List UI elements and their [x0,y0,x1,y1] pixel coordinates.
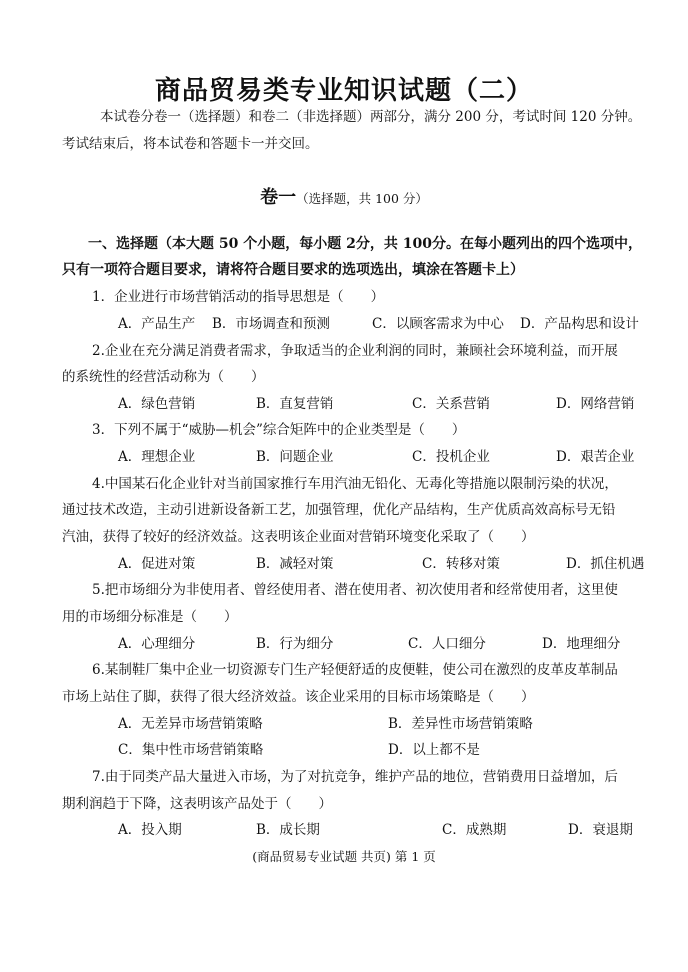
q7-option-c: C．成熟期 [442,822,507,838]
q3-option-b: B．问题企业 [256,449,334,465]
q3-option-c: C．投机企业 [412,449,490,465]
q6-option-b: B．差异性市场营销策略 [388,716,533,732]
question-1-text: 1．企业进行市场营销活动的指导思想是（ ） [92,289,385,305]
part-heading-line-2: 只有一项符合题目要求，请将符合题目要求的选项选出，填涂在答题卡上） [62,262,524,278]
q5-option-c: C．人口细分 [408,636,486,652]
q4-option-d: D．抓住机遇 [566,556,645,572]
q1-option-c: C．以顾客需求为中心 [372,316,504,332]
q1-option-b: B．市场调查和预测 [212,316,330,332]
intro-line-1: 本试卷分卷一（选择题）和卷二（非选择题）两部分，满分 200 分，考试时间 120 分钟。 [100,109,642,125]
q7-option-a: A．投入期 [118,822,182,838]
intro-line-2: 考试结束后，将本试卷和答题卡一并交回。 [62,136,319,152]
q6-option-d: D．以上都不是 [388,742,480,758]
question-4-text-2: 通过技术改造，主动引进新设备新工艺，加强管理，优化产品结构，生产优质高效高标号无铅 [62,502,616,518]
q2-option-d: D．网络营销 [556,396,635,412]
page-title: 商品贸易类专业知识试题（二） [154,76,533,106]
page-footer: (商品贸易专业试题 共页) 第 1 页 [252,849,436,864]
question-5-text-1: 5.把市场细分为非使用者、曾经使用者、潜在使用者、初次使用者和经常使用者，这里使 [92,582,618,598]
q7-option-b: B．成长期 [256,822,320,838]
q6-option-a: A．无差异市场营销策略 [118,716,263,732]
q3-option-a: A．理想企业 [118,449,196,465]
q3-option-d: D．艰苦企业 [556,449,635,465]
question-4-text-3: 汽油，获得了较好的经济效益。这表明该企业面对营销环境变化采取了（ ） [62,529,535,545]
question-5-text-2: 用的市场细分标准是（ ） [62,609,238,625]
section-title [0,183,688,209]
q1-option-d: D．产品构思和设计 [520,316,639,332]
question-2-text-1: 2.企业在充分满足消费者需求，争取适当的企业利润的同时，兼顾社会环境利益，而开展 [92,343,618,359]
section-name: 卷一 [260,187,297,208]
question-7-text-2: 期利润趋于下降，这表明该产品处于（ ） [62,796,332,812]
q2-option-a: A．绿色营销 [118,396,196,412]
part-heading-line-1: 一、选择题（本大题 50 个小题，每小题 2分，共 100分。在每小题列出的四个选项中， [88,236,642,252]
q2-option-c: C．关系营销 [412,396,490,412]
q2-option-b: B．直复营销 [256,396,334,412]
q5-option-a: A．心理细分 [118,636,196,652]
question-3-text: 3．下列不属于“威胁—机会”综合矩阵中的企业类型是（ ） [92,422,466,438]
question-7-text-1: 7.由于同类产品大量进入市场，为了对抗竞争，维护产品的地位，营销费用日益增加，后 [92,769,618,785]
q1-option-a: A．产品生产 [118,316,196,332]
question-4-text-1: 4.中国某石化企业针对当前国家推行车用汽油无铅化、无毒化等措施以限制污染的状况， [92,476,618,492]
q4-option-c: C．转移对策 [422,556,500,572]
question-6-text-2: 市场上站住了脚，获得了很大经济效益。该企业采用的目标市场策略是（ ） [62,689,535,705]
section-note: （选择题，共 100 分） [296,191,428,206]
q7-option-d: D．衰退期 [568,822,633,838]
q5-option-d: D．地理细分 [542,636,621,652]
q4-option-a: A．促进对策 [118,556,196,572]
question-6-text-1: 6.某制鞋厂集中企业一切资源专门生产轻便舒适的皮便鞋，使公司在激烈的皮革皮革制品 [92,662,618,678]
q4-option-b: B．减轻对策 [256,556,334,572]
q6-option-c: C．集中性市场营销策略 [118,742,264,758]
question-2-text-2: 的系统性的经营活动称为（ ） [62,369,265,385]
q5-option-b: B．行为细分 [256,636,334,652]
